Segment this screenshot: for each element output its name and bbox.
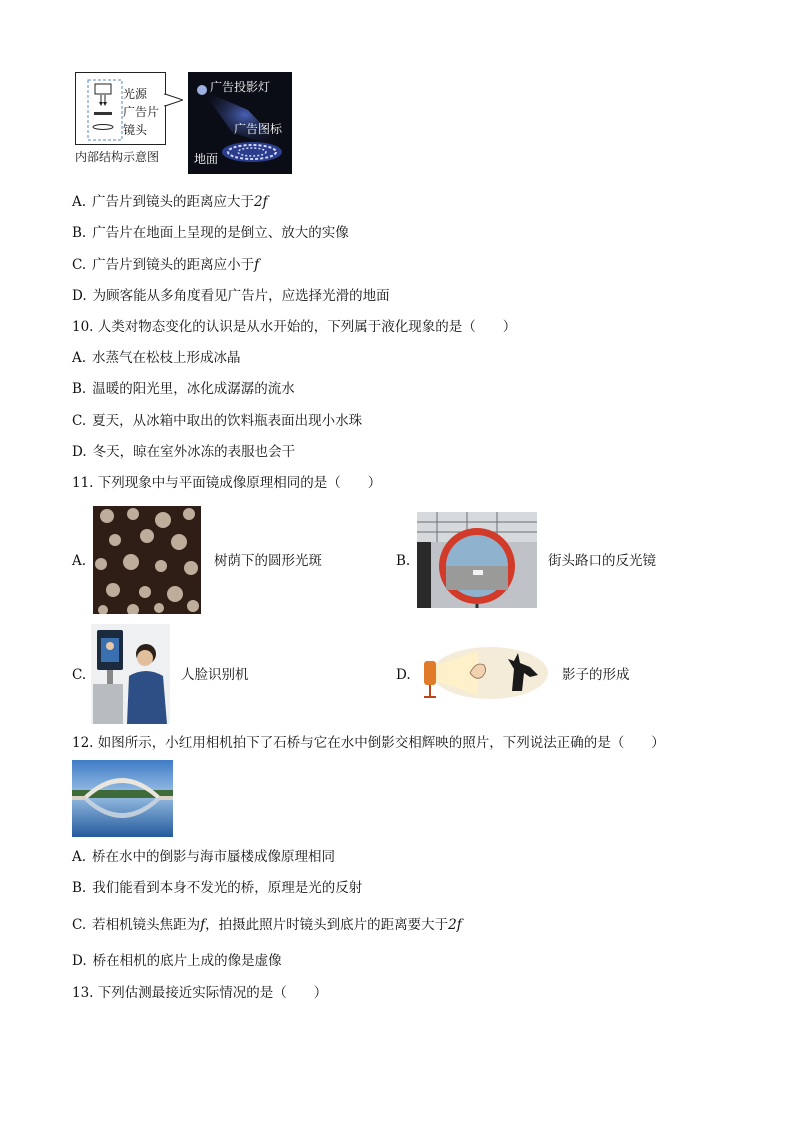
ad-film-label: 广告片	[123, 105, 160, 119]
q11-option-a-photo	[93, 506, 201, 614]
option-text: 为顾客能从多角度看见广告片，应选择光滑的地面	[92, 288, 390, 304]
convex-mirror-image	[417, 512, 537, 608]
option-text: 水蒸气在松枝上形成冰晶	[92, 350, 241, 366]
q12-option-b[interactable]	[72, 879, 362, 897]
ground-label: 地面	[194, 152, 219, 166]
option-text: 夏天，从冰箱中取出的饮料瓶表面出现小水珠	[92, 413, 363, 429]
option-text-pre: 若相机镜头焦距为	[92, 917, 201, 933]
light-source-label: 光源	[123, 87, 148, 101]
projection-lamp-label: 广告投影灯	[210, 80, 271, 94]
q11-option-d-photo	[420, 645, 548, 700]
q11-option-b-photo	[417, 512, 537, 608]
q9-option-a[interactable]	[72, 193, 268, 211]
q10-option-a[interactable]	[72, 349, 241, 367]
option-key: C.	[72, 917, 87, 933]
option-math: f	[254, 257, 260, 273]
option-key: D.	[72, 953, 87, 969]
q11-option-b-key[interactable]: B.	[396, 553, 411, 569]
q12-option-c[interactable]	[72, 916, 462, 934]
q11-option-d-text: 影子的形成	[562, 667, 630, 683]
q10-stem: 10. 人类对物态变化的认识是从水开始的，下列属于液化现象的是（ ）	[72, 319, 517, 335]
option-key: D.	[72, 444, 87, 460]
option-text: 广告片在地面上呈现的是倒立、放大的实像	[92, 225, 349, 241]
q11-option-c-photo	[91, 624, 170, 724]
q11-option-c-text: 人脸识别机	[181, 667, 249, 683]
option-text: 冬天，晾在室外冰冻的表服也会干	[92, 444, 296, 460]
option-text: 广告片到镜头的距离应小于	[92, 257, 255, 273]
q9-inner-structure-diagram	[75, 72, 183, 168]
q13-stem: 13. 下列估测最接近实际情况的是（ ）	[72, 985, 328, 1001]
q10-option-c[interactable]	[72, 412, 362, 430]
q12-option-a[interactable]	[72, 848, 335, 866]
option-key: B.	[72, 880, 87, 896]
option-key: D.	[72, 288, 87, 304]
q11-option-b-text: 街头路口的反光镜	[548, 553, 656, 569]
option-math: 2f	[254, 194, 268, 210]
ad-icon-label: 广告图标	[234, 122, 283, 136]
q9-option-c[interactable]	[72, 256, 259, 274]
option-key: A.	[72, 849, 87, 865]
option-key: C.	[72, 257, 87, 273]
option-math-f: f	[200, 917, 206, 933]
lens-label: 镜头	[123, 123, 148, 137]
option-key: C.	[72, 413, 87, 429]
q11-option-c-key[interactable]: C.	[72, 667, 87, 683]
stone-bridge-reflection-image	[72, 760, 173, 837]
q11-option-a-key[interactable]: A.	[72, 553, 87, 569]
option-text: 广告片到镜头的距离应大于	[92, 194, 255, 210]
option-text: 桥在相机的底片上成的像是虚像	[92, 953, 282, 969]
option-key: A.	[72, 194, 87, 210]
tree-shade-light-spots-image	[93, 506, 201, 614]
q10-option-d[interactable]	[72, 443, 295, 461]
q11-option-d-key[interactable]: D.	[396, 667, 411, 683]
option-text: 温暖的阳光里，冰化成潺潺的流水	[92, 381, 295, 397]
shadow-puppet-image	[420, 645, 548, 700]
option-key: B.	[72, 381, 87, 397]
q9-projection-photo	[188, 72, 292, 174]
option-math-2f: 2f	[448, 917, 462, 933]
option-key: A.	[72, 350, 87, 366]
face-recognition-machine-image	[91, 624, 170, 724]
q12-stem: 12. 如图所示，小红用相机拍下了石桥与它在水中倒影交相辉映的照片，下列说法正确的是（ ）	[72, 735, 665, 751]
option-key: B.	[72, 225, 87, 241]
q11-option-a-text: 树荫下的圆形光斑	[214, 553, 322, 569]
inner-structure-caption: 内部结构示意图	[75, 150, 160, 164]
q9-option-d[interactable]	[72, 287, 390, 305]
option-text-mid: ，拍摄此照片时镜头到底片的距离要大于	[205, 917, 449, 933]
q12-option-d[interactable]	[72, 952, 282, 970]
q10-option-b[interactable]	[72, 380, 295, 398]
q9-option-b[interactable]	[72, 224, 349, 242]
option-text: 我们能看到本身不发光的桥，原理是光的反射	[92, 880, 363, 896]
option-text: 桥在水中的倒影与海市蜃楼成像原理相同	[92, 849, 336, 865]
q12-stone-bridge-photo	[72, 760, 173, 837]
q11-stem: 11. 下列现象中与平面镜成像原理相同的是（ ）	[72, 475, 382, 491]
